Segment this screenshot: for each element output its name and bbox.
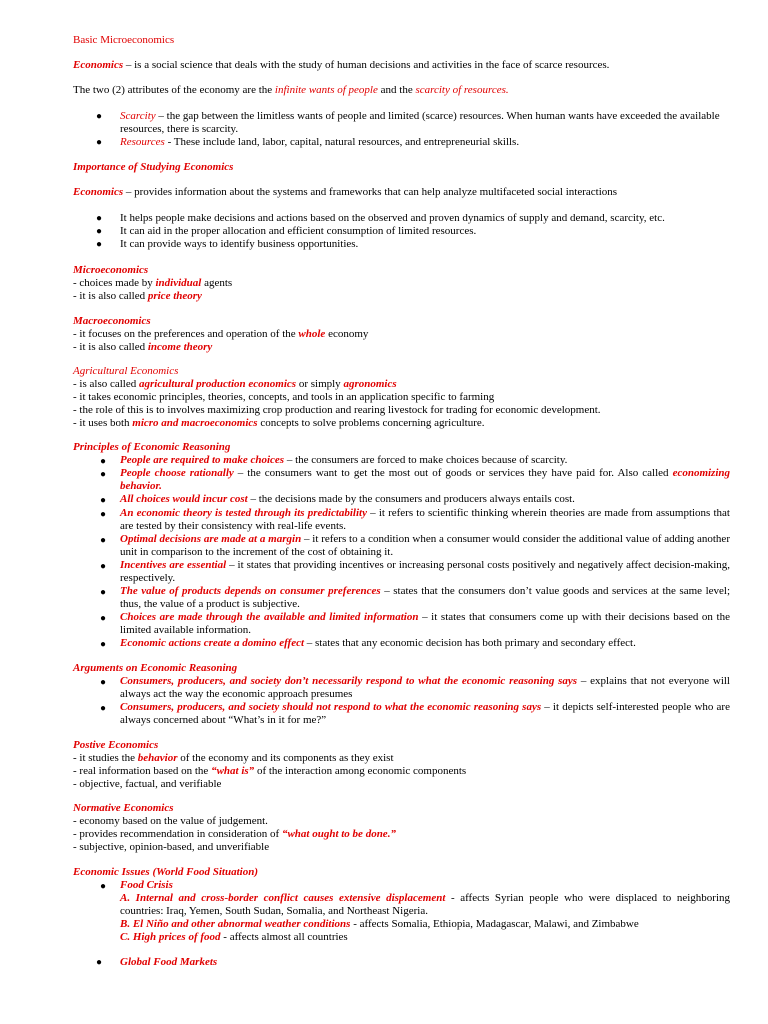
bullet-icon: ● [100,509,107,520]
list-item: It can provide ways to identify business opportunities. [120,238,359,250]
bullet-icon: ● [96,111,103,122]
text: – it refers to scientific thinking wherein theories are made from assumptions that are tested by their consistency with real-life events. [120,507,730,532]
text: - These include land, labor, capital, natural resources, and entrepreneurial skills. [164,136,520,148]
text: - is also called [73,378,139,390]
principle-item [120,507,730,533]
text: – provides information about the systems and frameworks that can help analyze multifaceted social interactions [123,186,618,198]
bullet-icon: ● [100,469,107,480]
bullet-icon: ● [100,703,107,714]
principle-item [120,454,730,467]
text: – the gap between the limitless wants of people and limited (scarce) resources. When human wants have exceeded the available resources, there is scarcity. [120,110,720,135]
text: – it states that providing incentives or increasing personal costs positively and negatively affect decision-making, respectively. [120,559,731,584]
term: An economic theory is tested through its predictability [120,507,367,519]
text: – explains that not everyone will always act the way the economic approach presumes [120,675,730,700]
text: concepts to solve problems concerning agriculture. [257,417,485,429]
text: – it states that consumers come up with their decisions based on the limited available information. [120,611,730,636]
bullet-icon: ● [96,213,103,224]
agri-line-3: - the role of this is to involves maximizing crop production and rearing livestock for trading for economic development. [73,404,601,416]
term: Economics [73,59,124,71]
emphasis: individual [155,277,202,289]
section-heading-arguments: Arguments on Economic Reasoning [73,662,238,674]
bullet-icon: ● [100,587,107,598]
term: Optimal decisions are made at a margin [120,533,302,545]
emphasis: whole [298,328,326,340]
text: - affects Syrian people who were displaced to neighboring countries: Iraq, Yemen, South Sudan, Somalia, and Northeast Nigeria. [120,892,730,917]
crisis-item [120,931,730,944]
list-item [120,136,730,149]
section-heading-agri: Agricultural Economics [73,365,179,377]
food-crisis-label: Food Crisis [120,879,173,891]
economics-definition [73,59,609,72]
text: - it is also called [73,341,148,353]
section-heading-micro: Microeconomics [73,264,149,276]
global-food-label: Global Food Markets [120,956,218,968]
text: - it studies the [73,752,138,764]
micro-line-2 [73,290,202,303]
argument-item [120,701,730,727]
emphasis: “what ought to be done.” [281,828,396,840]
text: and the [377,84,416,96]
term: Resources [120,136,165,148]
crisis-item [120,892,730,918]
positive-line-2 [73,765,466,778]
section-heading-normative: Normative Economics [73,802,174,814]
bullet-icon: ● [100,535,107,546]
macro-line-1 [73,328,368,341]
term: Incentives are essential [120,559,227,571]
emphasis: “what is” [211,765,255,777]
text: - real information based on the [73,765,212,777]
term: The value of products depends on consumer preferences [120,585,381,597]
term: People choose rationally [120,467,234,479]
emphasis: scarcity of resources. [415,84,509,96]
text: of the interaction among economic components [254,765,467,777]
agri-line-1 [73,378,397,391]
term: Economics [73,186,124,198]
text: – it refers to a condition when a consumer would consider the additional value of adding another unit in comparison to the increment of the cost of obtaining it. [120,533,730,558]
section-heading-principles: Principles of Economic Reasoning [73,441,231,453]
text: - affects almost all countries [220,931,348,943]
term: All choices would incur cost [120,493,248,505]
agri-line-2: - it takes economic principles, theories, concepts, and tools in an application specific to farming [73,391,495,403]
text: - provides recommendation in consideration of [73,828,282,840]
two-attributes [73,84,509,97]
principle-item [120,467,730,493]
emphasis: infinite wants of people [274,84,378,96]
term: Scarcity [120,110,156,122]
text: agents [201,277,233,289]
bullet-icon: ● [96,137,103,148]
normative-line-1: - economy based on the value of judgement. [73,815,268,827]
principle-item [120,493,730,506]
term: A. Internal and cross-border conflict causes extensive displacement [120,892,446,904]
bullet-icon: ● [100,495,107,506]
text: - it focuses on the preferences and operation of the [73,328,299,340]
agri-line-4 [73,417,485,430]
principle-item [120,611,730,637]
bullet-icon: ● [100,639,107,650]
text: - it is also called [73,290,148,302]
text: - it uses both [73,417,133,429]
text: – the consumers are forced to make choices because of scarcity. [284,454,568,466]
emphasis: micro and macroeconomics [132,417,258,429]
bullet-icon: ● [96,226,103,237]
text: – the decisions made by the consumers and producers always entails cost. [247,493,575,505]
macro-line-2 [73,341,212,354]
bullet-icon: ● [100,456,107,467]
text: - choices made by [73,277,156,289]
text: or simply [296,378,344,390]
argument-item [120,675,730,701]
bullet-icon: ● [96,957,103,968]
text: – states that the consumers don’t value goods and services at the same level; thus, the value of a product is subjective. [120,585,731,610]
emphasis: economizing behavior. [120,467,731,492]
text: – states that any economic decision has both primary and secondary effect. [304,637,636,649]
text: – it depicts self-interested people who are always concerned about “What’s in it for me?” [120,701,730,726]
section-heading-positive: Postive Economics [73,739,159,751]
text: The two (2) attributes of the economy are the [73,84,275,96]
list-item: It helps people make decisions and actions based on the observed and proven dynamics of supply and demand, scarcity, etc. [120,212,665,224]
principle-item [120,585,730,611]
text: - affects Somalia, Ethiopia, Madagascar, Malawi, and Zimbabwe [350,918,639,930]
bullet-icon: ● [96,239,103,250]
bullet-icon: ● [100,881,107,892]
term: Consumers, producers, and society should not respond to what the economic reasoning says [120,701,542,713]
section-heading-issues: Economic Issues (World Food Situation) [73,866,258,878]
emphasis: agronomics [343,378,397,390]
micro-line-1 [73,277,232,290]
positive-line-3: - objective, factual, and verifiable [73,778,222,790]
bullet-icon: ● [100,677,107,688]
list-item: It can aid in the proper allocation and efficient consumption of limited resources. [120,225,477,237]
text: – the consumers want to get the most out of goods or services they have paid for. Also called [233,467,673,479]
term: Consumers, producers, and society don’t necessarily respond to what the economic reasoning says [120,675,578,687]
emphasis: income theory [147,341,213,353]
normative-line-2 [73,828,396,841]
emphasis: agricultural production economics [138,378,297,390]
principle-item [120,637,730,650]
text: economy [325,328,369,340]
bullet-icon: ● [100,613,107,624]
list-item [120,110,730,136]
term: C. High prices of food [120,931,221,943]
term: B. El Niño and other abnormal weather conditions [120,918,351,930]
crisis-item [120,918,730,931]
economics-provides [73,186,617,199]
definition-text: – is a social science that deals with the study of human decisions and activities in the face of scarce resources. [123,59,610,71]
emphasis: behavior [137,752,178,764]
term: Choices are made through the available and limited information [120,611,419,623]
section-heading-macro: Macroeconomics [73,315,151,327]
principle-item [120,533,730,559]
term: People are required to make choices [120,454,285,466]
positive-line-1 [73,752,394,765]
emphasis: price theory [147,290,202,302]
term: Economic actions create a domino effect [120,637,305,649]
document-title: Basic Microeconomics [73,34,175,46]
text: of the economy and its components as they exist [177,752,394,764]
bullet-icon: ● [100,561,107,572]
normative-line-3: - subjective, opinion-based, and unverifiable [73,841,270,853]
principle-item [120,559,730,585]
section-heading-importance: Importance of Studying Economics [73,161,234,173]
